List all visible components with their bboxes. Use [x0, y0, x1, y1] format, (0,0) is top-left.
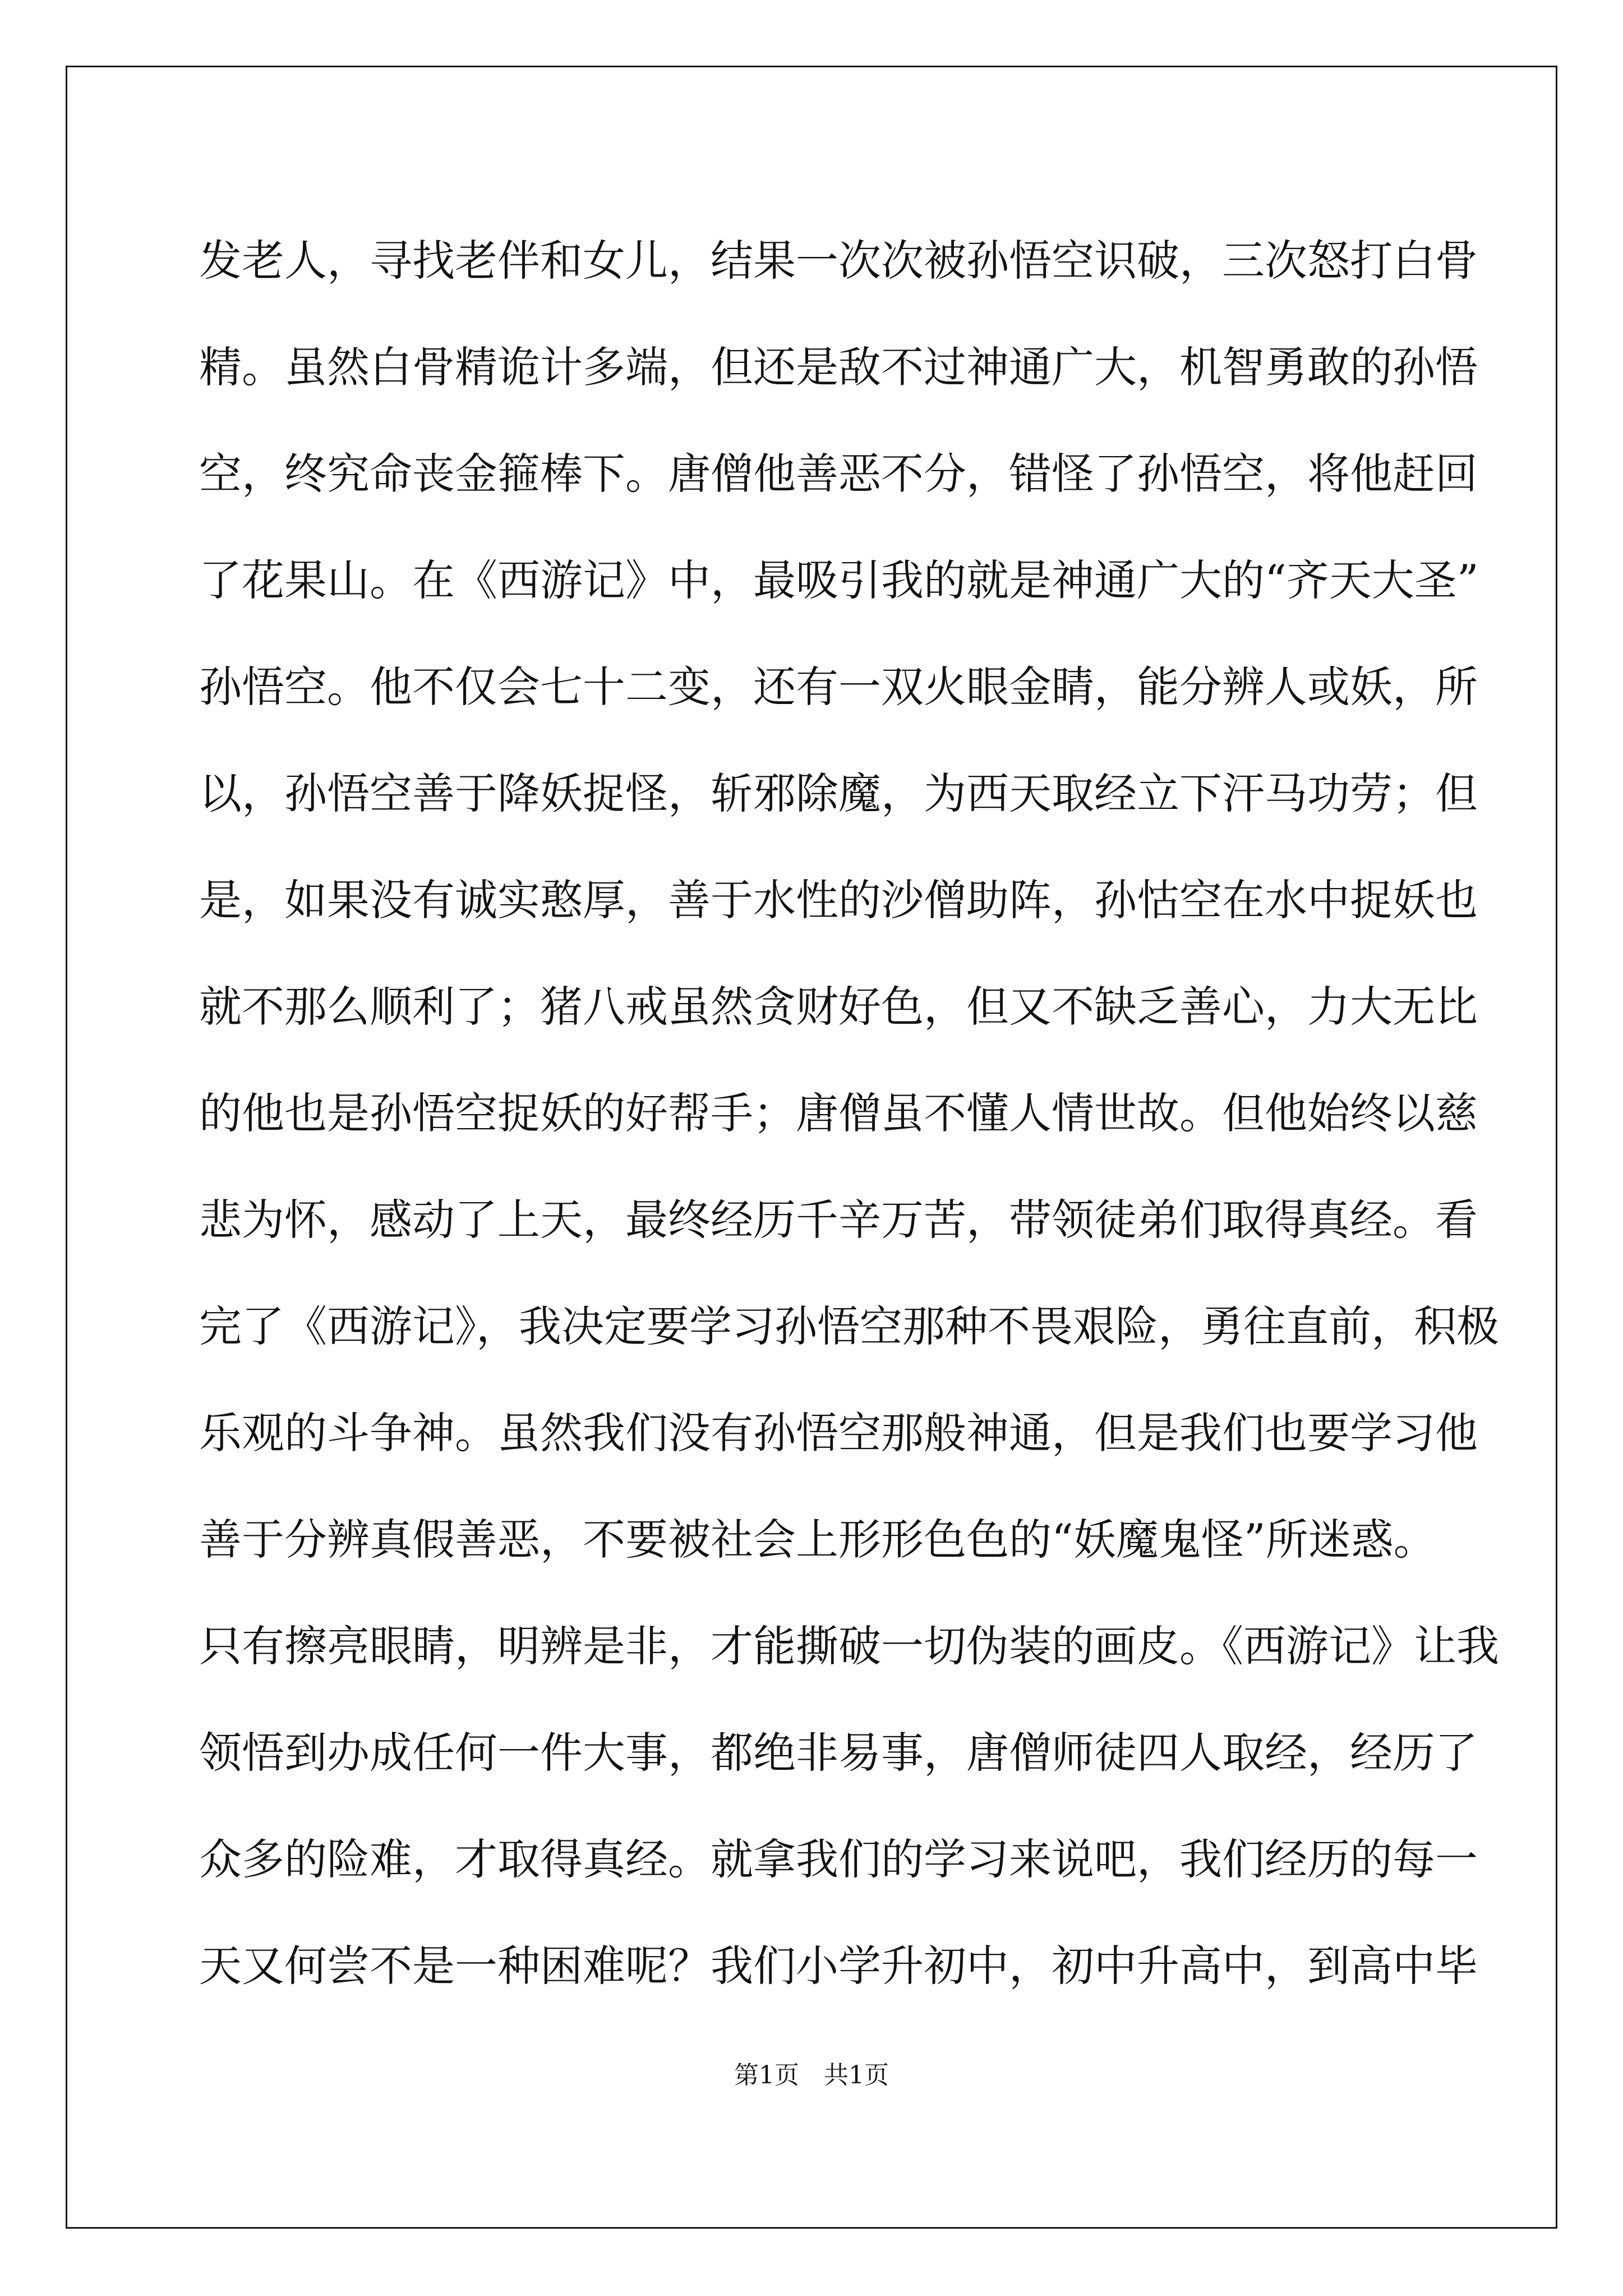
text-line: 了花果山。在《西游记》中，最吸引我的就是神通广大的“齐天大圣”: [199, 555, 1479, 605]
text-line: 孙悟空。他不仅会七十二变，还有一双火眼金睛，能分辨人或妖，所: [199, 662, 1478, 712]
text-line: 乐观的斗争神。虽然我们没有孙悟空那般神通，但是我们也要学习他: [199, 1408, 1478, 1458]
text-line: 只有擦亮眼睛，明辨是非，才能撕破一切伪装的画皮。《西游记》让我: [199, 1621, 1499, 1671]
text-line: 完了《西游记》，我决定要学习孙悟空那种不畏艰险，勇往直前，积极: [199, 1301, 1499, 1351]
text-line: 的他也是孙悟空捉妖的好帮手；唐僧虽不懂人情世故。但他始终以慈: [199, 1088, 1478, 1138]
text-line: 悲为怀，感动了上天，最终经历千辛万苦，带领徒弟们取得真经。看: [199, 1195, 1478, 1245]
text-line: 以，孙悟空善于降妖捉怪，斩邪除魔，为西天取经立下汗马功劳；但: [199, 769, 1478, 818]
text-line: 众多的险难，才取得真经。就拿我们的学习来说吧，我们经历的每一: [199, 1834, 1478, 1884]
document-body: [199, 208, 1499, 2019]
text-line: 天又何尝不是一种困难呢？我们小学升初中，初中升高中，到高中毕: [199, 1941, 1478, 1991]
text-line: 是，如果没有诚实憨厚，善于水性的沙僧助阵，孙怙空在水中捉妖也: [199, 875, 1478, 925]
text-line: 精。虽然白骨精诡计多端，但还是敌不过神通广大，机智勇敢的孙悟: [199, 342, 1478, 392]
text-line: 善于分辨真假善恶，不要被社会上形形色色的“妖魔鬼怪”所迷惑。: [199, 1515, 1436, 1565]
text-line: 发老人，寻找老伴和女儿，结果一次次被孙悟空识破，三次怒打白骨: [199, 236, 1478, 286]
page-number: 第1页 共1页: [734, 2061, 889, 2090]
text-line: 就不那么顺利了；猪八戒虽然贪财好色，但又不缺乏善心，力大无比: [199, 982, 1478, 1032]
text-line: 空，终究命丧金箍棒下。唐僧他善恶不分，错怪了孙悟空，将他赶回: [199, 449, 1478, 499]
text-line: 领悟到办成任何一件大事，都绝非易事，唐僧师徒四人取经，经历了: [199, 1728, 1478, 1778]
